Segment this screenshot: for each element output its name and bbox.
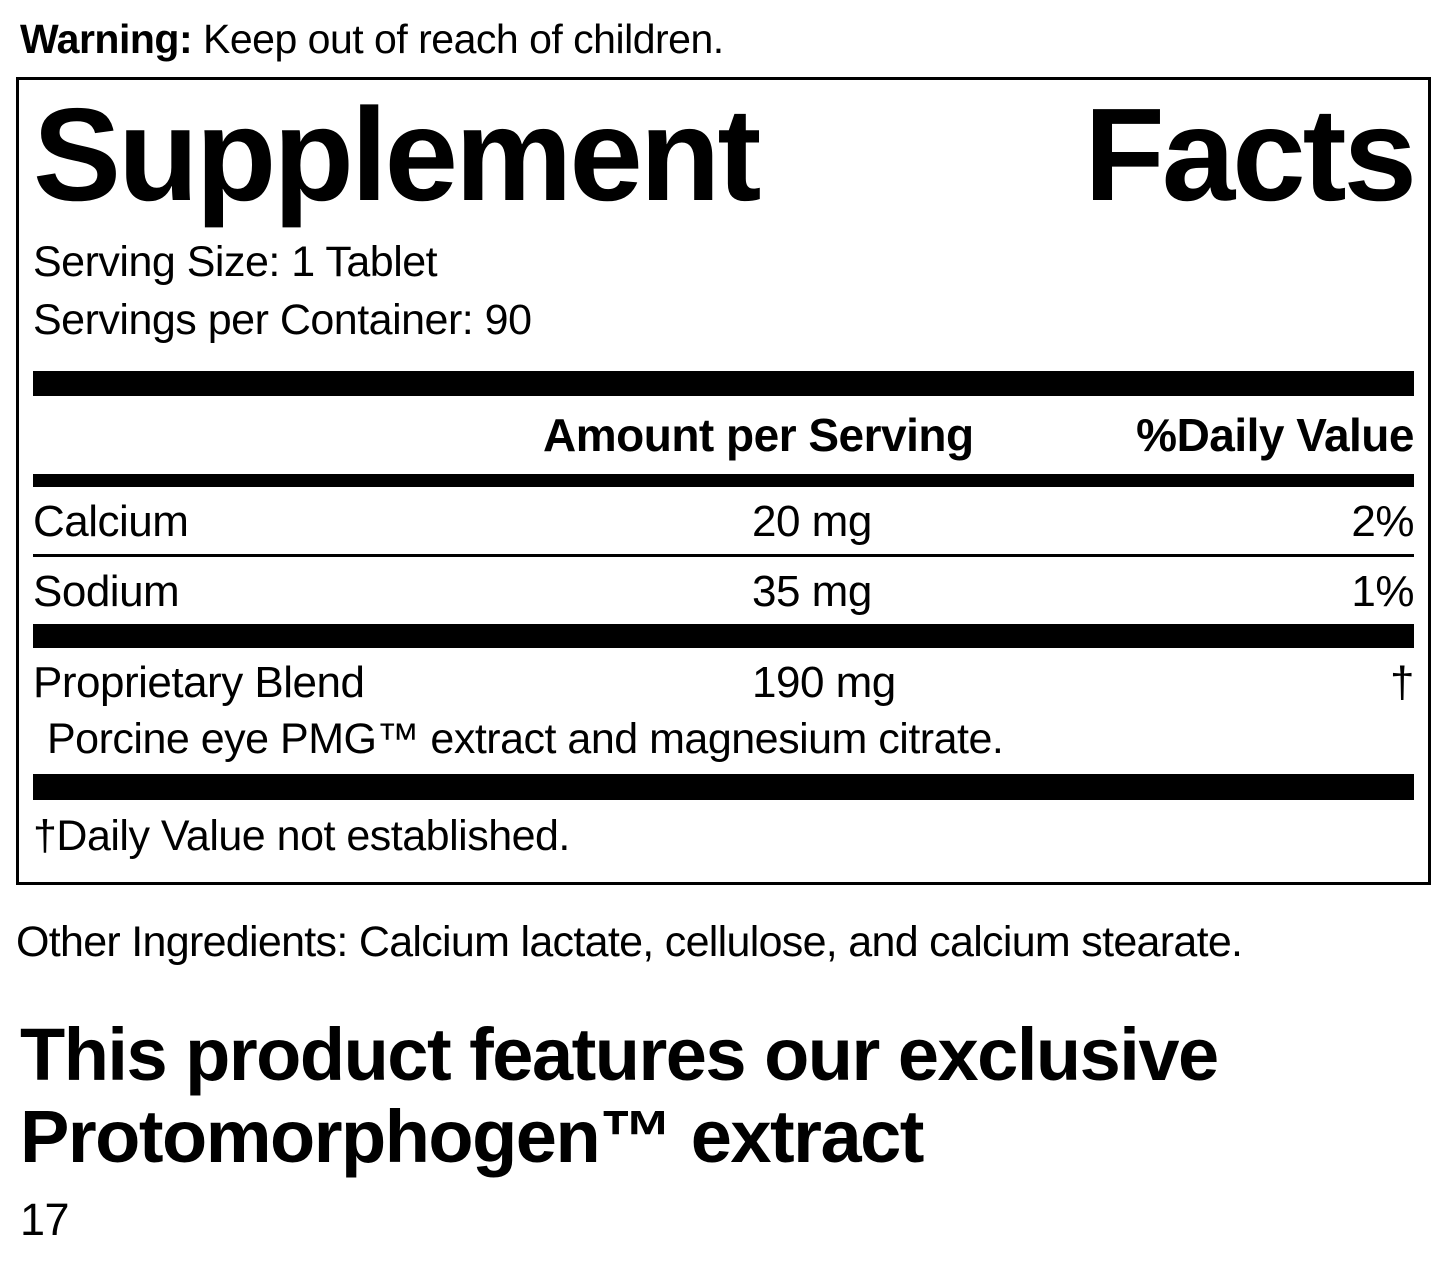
nutrient-row-sodium xyxy=(33,557,1414,624)
nutrient-daily-value-dagger: † xyxy=(1390,658,1414,708)
nutrient-name: Calcium xyxy=(33,497,189,547)
panel-title-word-facts: Facts xyxy=(1084,81,1414,229)
separator-bar-bottom xyxy=(33,774,1414,800)
feature-heading xyxy=(20,1014,1445,1178)
warning-message: Keep out of reach of children. xyxy=(192,16,724,62)
nutrient-amount: 35 mg xyxy=(752,567,872,617)
page-number: 17 xyxy=(20,1194,70,1246)
daily-value-footnote: †Daily Value not established. xyxy=(33,812,570,861)
supplement-facts-panel xyxy=(16,77,1431,885)
warning xyxy=(20,16,1445,63)
nutrient-daily-value: 2% xyxy=(1351,497,1414,547)
separator-bar-middle xyxy=(33,624,1414,648)
warning-label: Warning: xyxy=(20,16,193,62)
nutrient-amount: 20 mg xyxy=(752,497,872,547)
separator-bar-top xyxy=(33,371,1414,396)
nutrient-daily-value: 1% xyxy=(1351,567,1414,617)
panel-title xyxy=(33,81,1414,229)
nutrient-row-calcium xyxy=(33,487,1414,557)
nutrient-name: Sodium xyxy=(33,567,180,617)
separator-bar-under-header xyxy=(33,474,1414,487)
panel-title-word-supplement: Supplement xyxy=(33,81,759,229)
amount-per-serving-header: Amount per Serving xyxy=(543,408,974,461)
feature-heading-line1: This product features our exclusive xyxy=(20,1013,1218,1097)
daily-value-header: %Daily Value xyxy=(1136,408,1414,461)
nutrient-amount: 190 mg xyxy=(752,658,896,708)
servings-per-container-line: Servings per Container: 90 xyxy=(33,295,532,344)
other-ingredients-text: Other Ingredients: Calcium lactate, cellulose, and calcium stearate. xyxy=(16,918,1243,967)
serving-size-line: Serving Size: 1 Tablet xyxy=(33,237,438,286)
feature-heading-line2: Protomorphogen™ extract xyxy=(20,1095,923,1179)
column-header-row xyxy=(33,396,1414,475)
proprietary-blend-description: Porcine eye PMG™ extract and magnesium citrate. xyxy=(47,715,1004,764)
nutrient-row-proprietary-blend xyxy=(33,648,1414,715)
nutrient-name: Proprietary Blend xyxy=(33,658,365,708)
